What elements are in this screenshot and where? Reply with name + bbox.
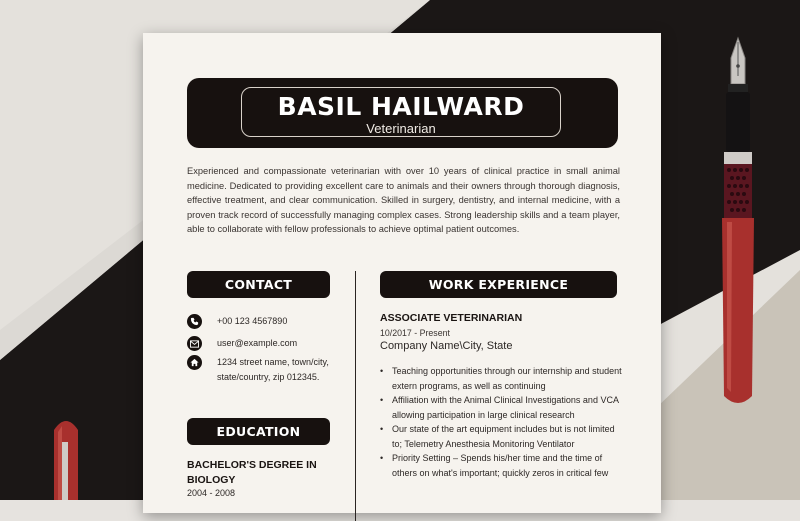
contact-email: user@example.com	[217, 338, 298, 348]
profile-summary: Experienced and compassionate veterinarian with over 10 years of clinical practice in small animal medicine. Dedicated to providing excellent care to animals and their owners through thorough diagnosis, effective treatment, and clear communication. Skilled in surgery, dentistry, and internal medicine, with a proven track record of successfully managing complex cases. Strong leadership skills and a team player, able to collaborate with fellow professionals to achieve optimal patient outcomes.	[187, 166, 620, 235]
job-company: Company Name\City, State	[380, 340, 513, 352]
list-item: • Priority Setting – Spends his/her time and the time of others on what's important; quickly zeros in critical few	[380, 451, 625, 480]
column-divider	[355, 271, 356, 521]
job-title: ASSOCIATE VETERINARIAN	[380, 312, 523, 324]
job-bullets	[380, 364, 625, 480]
header-frame	[241, 87, 561, 137]
contact-phone-row	[187, 314, 342, 329]
pen-image	[46, 412, 86, 500]
contact-address: 1234 street name, town/city, state/country, zip 012345.	[217, 357, 329, 382]
fountain-pen-image	[712, 36, 768, 410]
header-banner	[187, 78, 618, 148]
list-item: • Affiliation with the Animal Clinical Investigations and VCA allowing participation in large clinical research	[380, 393, 625, 422]
contact-phone: +00 123 4567890	[217, 316, 288, 326]
phone-icon	[187, 314, 202, 329]
job-date: 10/2017 - Present	[380, 328, 450, 338]
education-degree: BACHELOR'S DEGREE IN BIOLOGY	[187, 459, 317, 486]
contact-email-row	[187, 336, 342, 351]
education-heading: EDUCATION	[187, 418, 330, 445]
contact-address-row	[187, 355, 342, 385]
contact-heading: CONTACT	[187, 271, 330, 298]
candidate-role: Veterinarian	[366, 121, 436, 136]
education-years: 2004 - 2008	[187, 488, 236, 498]
list-item: • Teaching opportunities through our internship and student extern programs, as well as continuing	[380, 364, 625, 393]
home-icon	[187, 355, 202, 370]
resume-page	[143, 33, 661, 513]
list-item: • Our state of the art equipment includes but is not limited to; Telemetry Anesthesia Monitoring Ventilator	[380, 422, 625, 451]
candidate-name: BASIL HAILWARD	[277, 92, 525, 121]
experience-heading: WORK EXPERIENCE	[380, 271, 617, 298]
mail-icon	[187, 336, 202, 351]
